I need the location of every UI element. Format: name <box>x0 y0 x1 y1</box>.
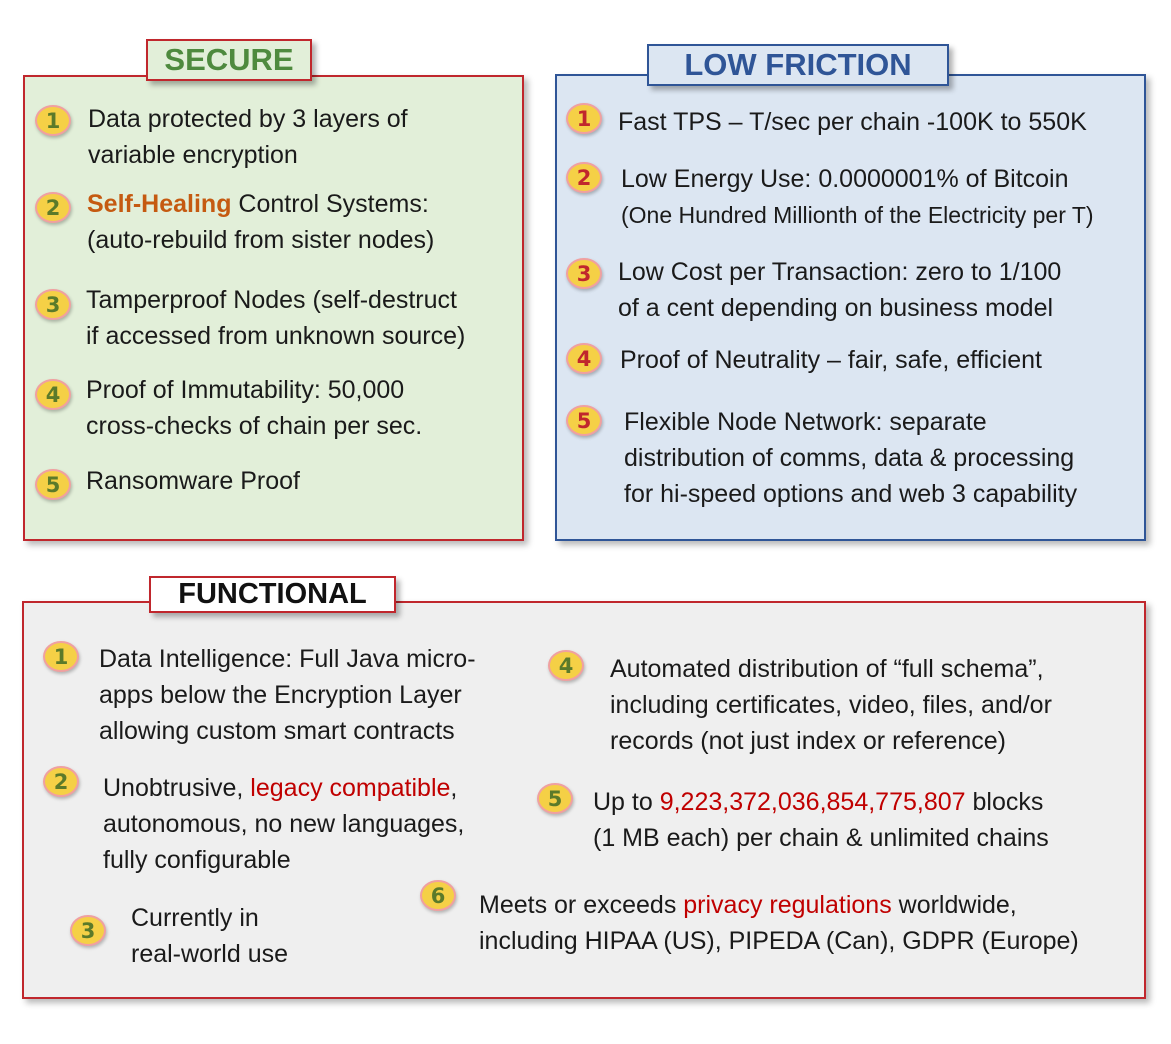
number-badge: 3 <box>70 915 106 946</box>
low-friction-item-5: Flexible Node Network: separate distribution of comms, data & processing for hi-speed options and web 3 capability <box>624 408 1078 508</box>
secure-item-2: Self-Healing Control Systems: (auto-rebuild from sister nodes) <box>87 190 435 254</box>
functional-item-2: Unobtrusive, legacy compatible, autonomous, no new languages, fully configurable <box>103 774 465 874</box>
block-count-highlight: 9,223,372,036,854,775,807 <box>659 788 966 816</box>
number-badge: 5 <box>537 783 573 814</box>
number-badge: 1 <box>35 105 71 136</box>
functional-item-4: Automated distribution of “full schema”, including certificates, video, files, and/or records (not just index or reference) <box>610 655 1052 755</box>
number-badge: 1 <box>43 641 79 672</box>
secure-item-3: Tamperproof Nodes (self-destruct if accessed from unknown source) <box>86 286 466 350</box>
legacy-compatible-highlight: legacy compatible <box>250 774 451 802</box>
low-friction-title: LOW FRICTION <box>647 44 949 86</box>
number-badge: 6 <box>420 880 456 911</box>
number-badge: 4 <box>566 343 602 374</box>
number-badge: 2 <box>43 766 79 797</box>
secure-item-5: Ransomware Proof <box>86 467 300 495</box>
functional-item-1: Data Intelligence: Full Java micro- apps below the Encryption Layer allowing custom smart contracts <box>99 645 476 745</box>
secure-item-1: Data protected by 3 layers of variable encryption <box>88 105 408 169</box>
number-badge: 2 <box>566 162 602 193</box>
number-badge: 3 <box>566 258 602 289</box>
functional-item-3: Currently in real-world use <box>131 904 289 968</box>
low-friction-item-3: Low Cost per Transaction: zero to 1/100 of a cent depending on business model <box>618 258 1062 322</box>
number-badge: 2 <box>35 192 71 223</box>
number-badge: 4 <box>548 650 584 681</box>
secure-title: SECURE <box>146 39 312 81</box>
functional-title: FUNCTIONAL <box>149 576 396 613</box>
number-badge: 1 <box>566 103 602 134</box>
number-badge: 5 <box>566 405 602 436</box>
low-friction-item-2: Low Energy Use: 0.0000001% of Bitcoin (One Hundred Millionth of the Electricity per T) <box>621 165 1094 228</box>
number-badge: 3 <box>35 289 71 320</box>
low-friction-item-1: Fast TPS – T/sec per chain -100K to 550K <box>618 108 1087 136</box>
number-badge: 5 <box>35 469 71 500</box>
functional-item-6: Meets or exceeds privacy regulations worldwide, including HIPAA (US), PIPEDA (Can), GDPR (Europe) <box>479 891 1079 955</box>
low-friction-item-4: Proof of Neutrality – fair, safe, efficient <box>620 346 1042 374</box>
privacy-regulations-highlight: privacy regulations <box>683 891 892 919</box>
functional-item-5: Up to 9,223,372,036,854,775,807 blocks (1 MB each) per chain & unlimited chains <box>593 788 1049 852</box>
secure-item-4: Proof of Immutability: 50,000 cross-checks of chain per sec. <box>86 376 423 440</box>
number-badge: 4 <box>35 379 71 410</box>
self-healing-highlight: Self-Healing <box>87 190 232 218</box>
